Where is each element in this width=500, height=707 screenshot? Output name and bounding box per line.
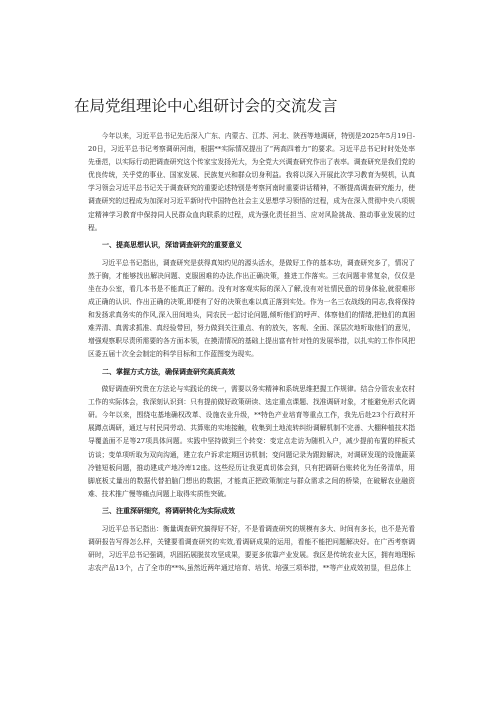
- document-title: 在局党组理论中心组研讨会的交流发言: [74, 97, 338, 115]
- section-heading-2: 二、掌握方式方法，确保调查研究高质高效: [102, 367, 235, 376]
- section-paragraph-2: 做好调查研究贵在方法论与实践论的统一，需要以务实精神和系统思维把握工作规律。结合分管农业农村工作的实际体会，我深刻认识到：只有提前做好政策研读、选定重点课题、找准调研对象，才能避免形式化调研。今年以来，围绕屯基地确权改革、设施农业升级，**特色产业培育等重点工作，我先后赴23个行政村开展蹲点调研，通过与村民同劳动、共算账的实地接触，收集到土地流转纠纷调解机制不完善、大棚种植技术指导覆盖面不足等27项具体问题。实践中坚持做到三个转变：变定点走访为随机入户，减少提前布置的样板式访谈；变单项听取为双向沟通，建立农户诉求定期回访机制；变问题记录为跟踪解决，对调研发现的设施蔬菜冷链短板问题，推动建成产地冷库12座。这些经历让我更真切体会到，只有把调研台账转化为任务清单，用脚底板丈量出的数据代替拍脑门想出的数据，才能真正把政策制定与群众需求之间的桥梁，在破解农业融资难、技术推广慢等痛点问题上取得实质性突破。: [88, 385, 415, 498]
- section-paragraph-1: 习近平总书记指出，调查研究是获得真知灼见的源头活水，是做好工作的基本功，调查研究多了，情况了然于胸，才能够找出解决问题、克服困难的办法,作出正确决策，推进工作落实。三农问题非常复杂，仅仅是坐在办公室，看几本书是不能真正了解的。没有对客观实际的深入了解,没有对社情民意的切身体验,就很难形成正确的认识、作出正确的决策,即便有了好的决策也难以真正落到实处。作为一名三农战线的同志,我将保持和发扬求真务实的作风,深入田间地头，同农民一起讨论问题,倾听他们的呼声、体察他们的情绪,把他们的真困难弄清、真需求抓准、真经验带回，努力做到关注重点、有的放矢，客观、全面、深层次地听取他们的意见，增强观察职尽责所需要的各方面本领，在摸清情况的基础上提出富有针对性的发展举措，以扎实的工作作风把区委五届十次全会制定的科学目标和工作蓝图变为现实。: [88, 258, 415, 359]
- section-paragraph-3: 习近平总书记指出：衡量调查研究搞得好不好，不是看调查研究的规模有多大、时间有多长，也不是光看调研报告写得怎么样，关键要看调查研究的实效,看调研成果的运用，看能不能把问题解决好。在广西考察调研时，习近平总书记强调，巩固拓展脱贫攻坚成果，要更多依靠产业发展。我区是传统农业大区，拥有地理标志农产品13个，占了全市的**%,虽然近两年通过培育、培优、培强三项举措，**等产业成效初显，但总体上: [88, 524, 415, 572]
- intro-paragraph: 今年以来，习近平总书记先后深入广东、内蒙古、江苏、河北、陕西等地调研，特别是2025年5月19日-20日，习近平总书记考察调研河南，根据**实际情况提出了“两高四着力”的要求。习近平总书记时时处处率先垂范，以实际行动把调查研究这个传家宝发扬光大，为全党大兴调查研究作出了表率。调查研究是我们党的优良传统，关乎党的事业、国家发展、民族复兴和群众切身利益。我将以深入开展此次学习教育为契机，认真学习领会习近平总书记关于调查研究的重要论述特别是考察河南时重要讲话精神，不断提高调查研究能力，使调查研究的过程成为加深对习近平新时代中国特色社会主义思想学习领悟的过程，成为在深入贯彻中央八项规定精神学习教育中保持同人民群众血肉联系的过程，成为强化责任担当、应对风险挑战、推动事业发展的过程。: [88, 132, 415, 232]
- document-body: [88, 130, 415, 575]
- section-heading-3: 三、注重深研细究，将调研转化为实际成效: [102, 507, 235, 516]
- section-heading-1: 一、提高思想认识，深谙调查研究的重要意义: [102, 241, 242, 250]
